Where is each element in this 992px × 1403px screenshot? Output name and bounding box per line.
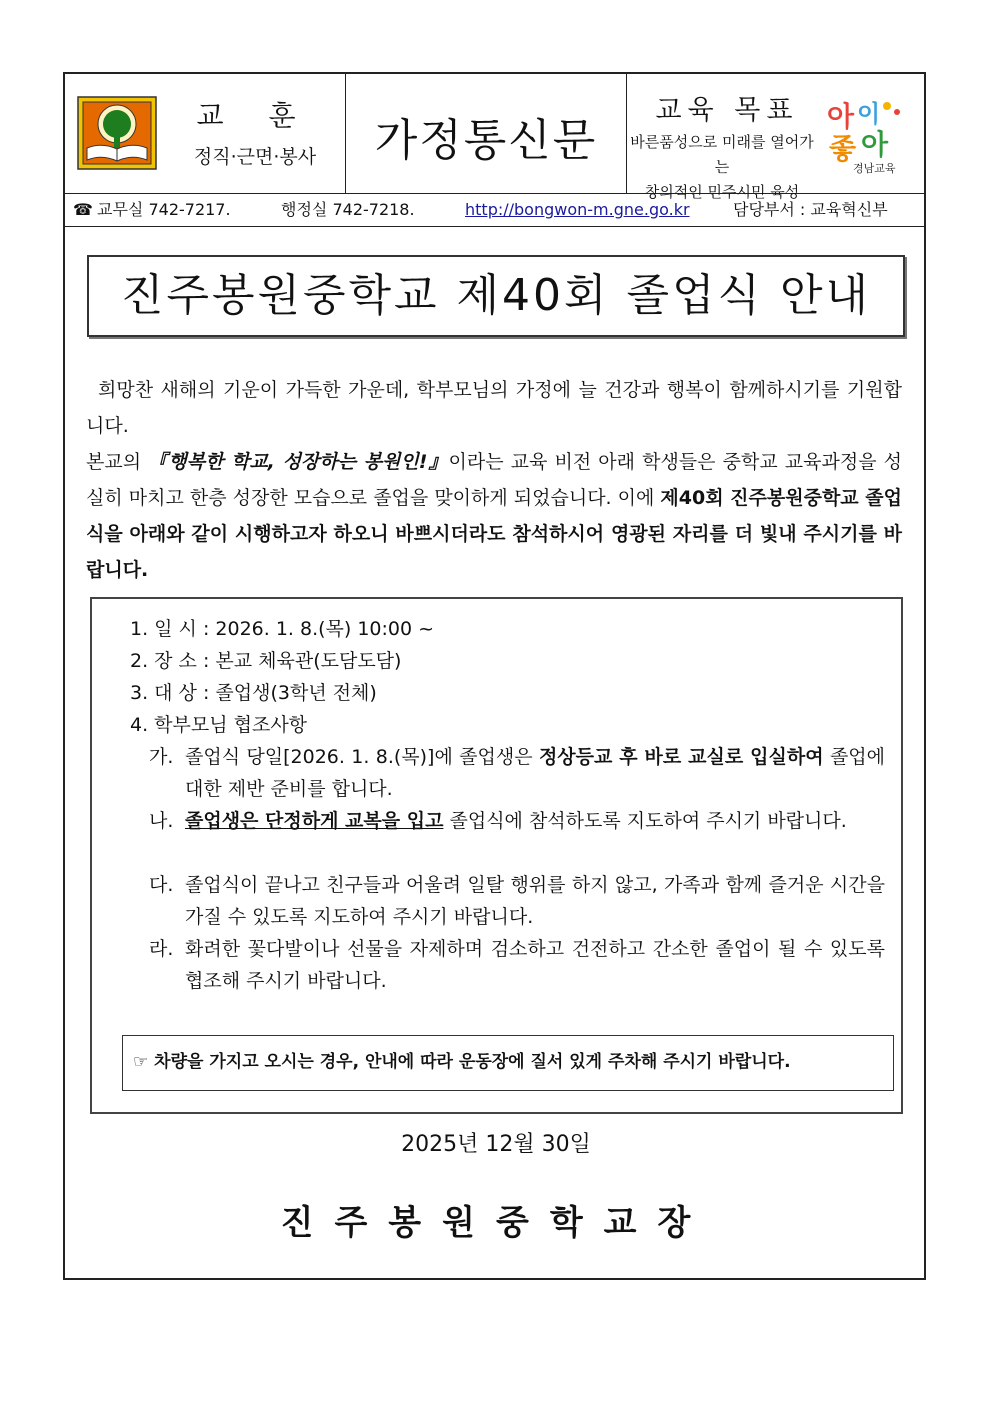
details-box	[90, 597, 903, 1114]
marker-ra: 라.	[149, 938, 174, 960]
school-emblem-icon	[77, 96, 157, 170]
detail-cooperation: 4. 학부모님 협조사항	[130, 714, 308, 736]
na-text-bold: 졸업생은 단정하게 교복을 입고	[185, 810, 444, 832]
telephone-icon: ☎	[73, 200, 93, 219]
school-url-link[interactable]: http://bongwon-m.gne.go.kr	[465, 200, 690, 219]
cooperation-item-na	[149, 805, 885, 837]
motto-title: 교 훈	[196, 99, 314, 132]
goal-title: 교육 목표	[655, 95, 799, 126]
education-goal-cell	[627, 74, 924, 201]
department: 담당부서 : 교육혁신부	[733, 200, 888, 219]
da-text: 졸업식이 끝나고 친구들과 어울려 일탈 행위를 하지 않고, 가족과 함께 즐거운 시간을 가질 수 있도록 지도하여 주시기 바랍니다.	[185, 874, 885, 928]
document-title: 진주봉원중학교 제40회 졸업식 안내	[87, 255, 905, 337]
goal-line-1: 바른품성으로 미래를 열어가는	[630, 133, 814, 176]
intro-paragraph-2	[86, 444, 902, 588]
cooperation-item-da	[149, 869, 885, 933]
principal-signature: 진주봉원중학교장	[280, 1203, 712, 1243]
p2-prefix: 본교의	[86, 451, 149, 473]
newsletter-cell	[346, 74, 627, 193]
p2-bold: 제40회 진주봉원중학교 졸업식을 아래와 같이 시행하고자 하오니 바쁘시더라도 참석하시어 영광된 자리를 더 빛내 주시기를 바랍니다.	[86, 487, 902, 581]
detail-target: 3. 대 상 : 졸업생(3학년 전체)	[130, 682, 377, 704]
svg-text:좋: 좋	[829, 132, 857, 165]
ga-text-a: 졸업식 당일[2026. 1. 8.(목)]에 졸업생은	[185, 746, 539, 768]
header-table	[65, 74, 924, 201]
contact-bar	[65, 194, 924, 227]
pointing-hand-icon: ☞	[133, 1052, 149, 1072]
motto-text: 정직·근면·봉사	[193, 146, 317, 168]
motto-cell	[65, 74, 346, 193]
cooperation-item-ra	[149, 933, 885, 997]
ga-text-bold: 정상등교 후 바로 교실로 입실하여	[538, 746, 824, 768]
na-text-b: 졸업식에 참석하도록 지도하여 주시기 바랍니다.	[443, 810, 847, 832]
ga-text-b: 졸업에 대한 제반 준비를 합니다.	[185, 746, 886, 800]
marker-da: 다.	[149, 874, 174, 896]
intro-paragraph-1: 희망찬 새해의 기운이 가득한 가운데, 학부모님의 가정에 늘 건강과 행복이 함께하시기를 기원합니다.	[86, 379, 902, 437]
detail-datetime: 1. 일 시 : 2026. 1. 8.(목) 10:00 ~	[130, 618, 435, 640]
admin-phone: 행정실 742-7218.	[281, 200, 415, 219]
parking-note	[122, 1035, 894, 1091]
svg-text:아: 아	[827, 100, 855, 133]
cooperation-item-ga	[149, 741, 886, 805]
newsletter-title: 가정통신문	[374, 115, 598, 166]
school-vision: 『행복한 학교, 성장하는 봉원인!』	[148, 451, 449, 473]
p2-body: 이라는 교육 비전 아래 학생들은 중학교 교육과정을 성실히 마치고 한층 성장한 모습으로 졸업을 맞이하게 되었습니다. 이에	[86, 451, 902, 509]
ra-text: 화려한 꽃다발이나 선물을 자제하며 검소하고 건전하고 간소한 졸업이 될 수 있도록 협조해 주시기 바랍니다.	[185, 938, 885, 992]
svg-text:이: 이	[857, 100, 881, 128]
office-phone: 교무실 742-7217.	[97, 200, 231, 219]
svg-text:경남교육: 경남교육	[853, 162, 896, 175]
issue-date: 2025년 12월 30일	[401, 1132, 591, 1157]
marker-ga: 가.	[149, 746, 174, 768]
goal-line-2: 창의적인 민주시민 육성	[644, 183, 800, 201]
gyeongnam-education-logo-icon	[823, 92, 919, 176]
detail-place: 2. 장 소 : 본교 체육관(도담도담)	[130, 650, 402, 672]
marker-na: 나.	[149, 810, 174, 832]
svg-text:아: 아	[861, 128, 889, 161]
parking-note-text: 차량을 가지고 오시는 경우, 안내에 따라 운동장에 질서 있게 주차해 주시기 바랍니다.	[154, 1052, 791, 1072]
